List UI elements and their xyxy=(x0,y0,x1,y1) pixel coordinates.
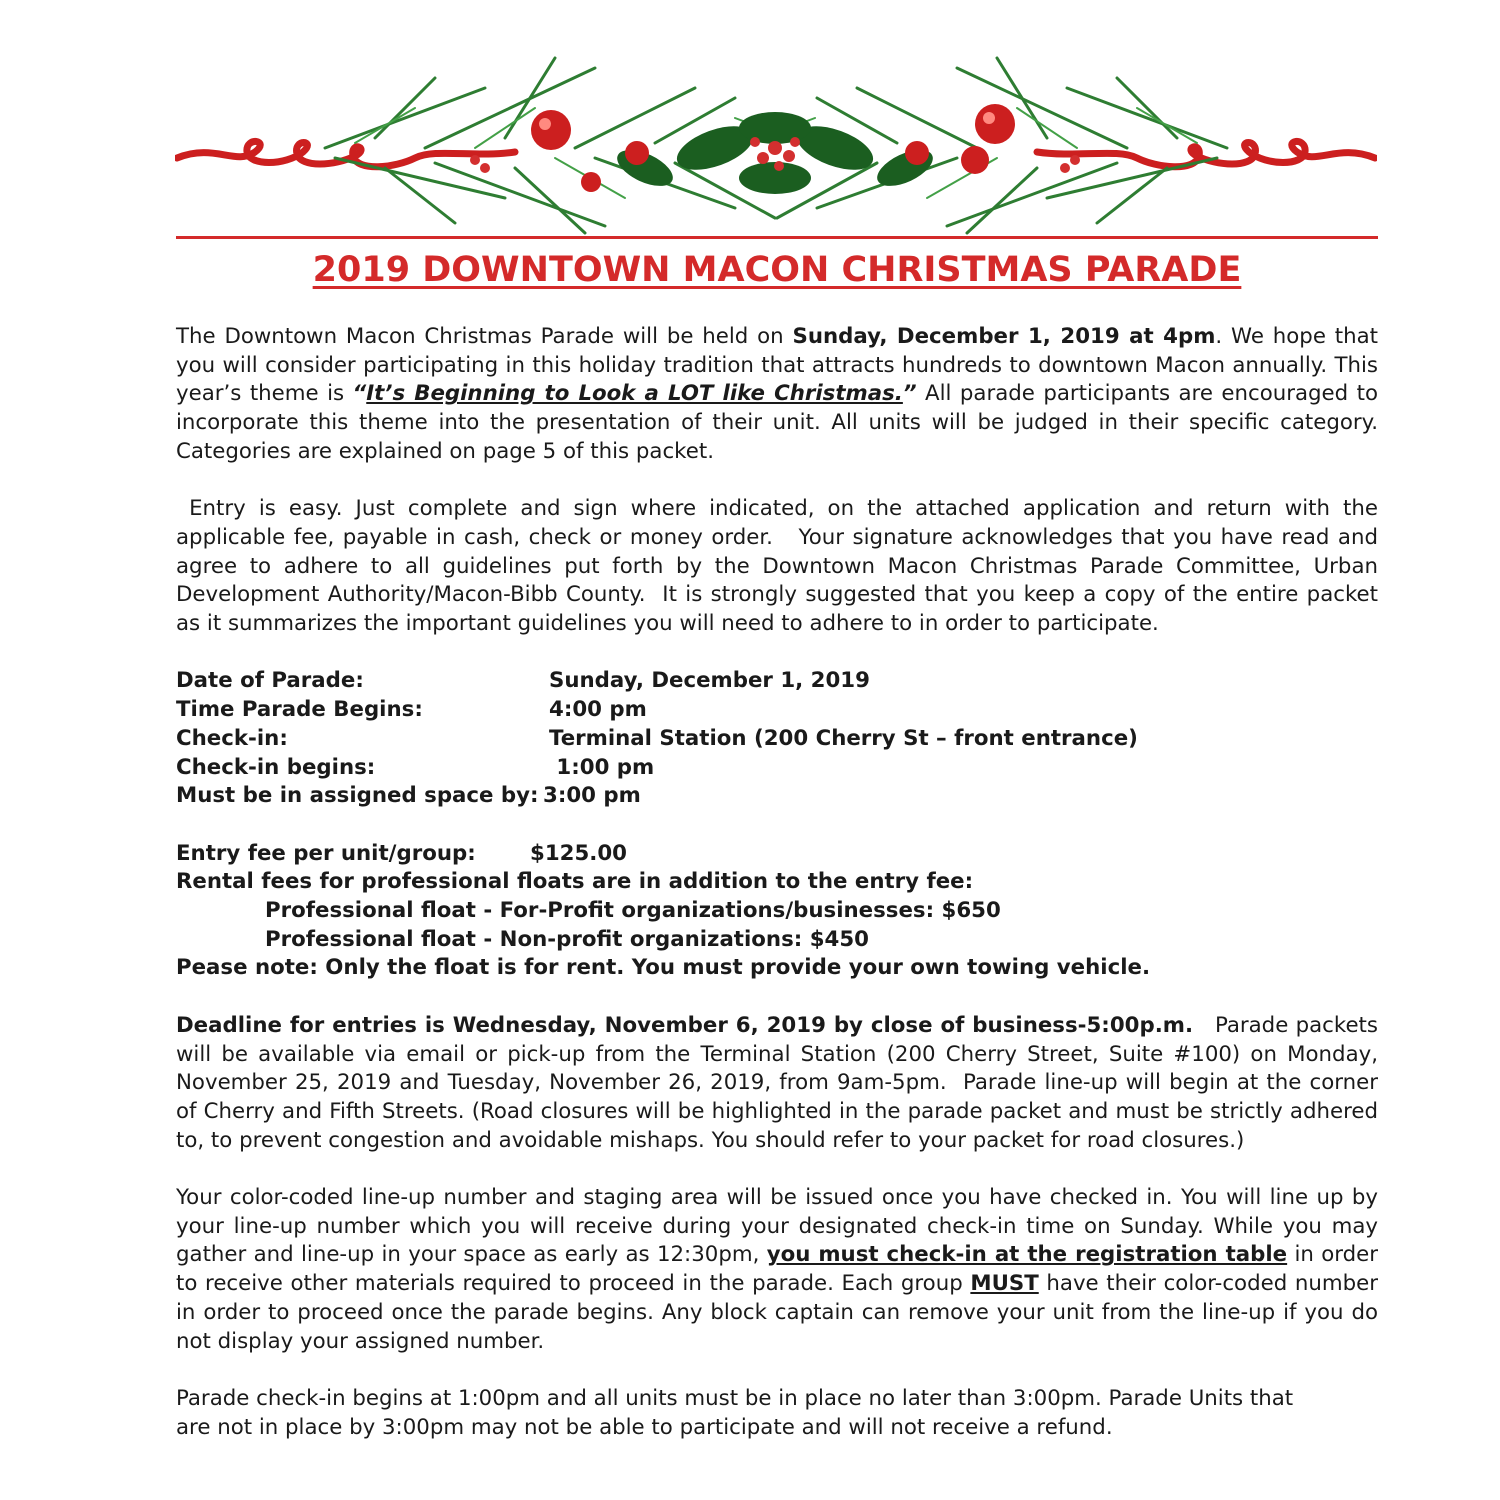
page-title: 2019 DOWNTOWN MACON CHRISTMAS PARADE xyxy=(312,250,1242,290)
deadline-paragraph xyxy=(176,1012,1385,1156)
christmas-garland-image xyxy=(175,48,1377,238)
for-profit-float-fee: Professional float - For-Profit organizations/businesses: $650 xyxy=(265,898,1001,924)
detail-label: Must be in assigned space by: xyxy=(176,783,539,809)
detail-value: 1:00 pm xyxy=(549,754,655,780)
fees-section xyxy=(176,840,1378,984)
detail-value: 4:00 pm xyxy=(549,697,647,723)
theme-open-quote: “ xyxy=(352,381,367,407)
detail-row-checkin-begins xyxy=(176,754,1378,783)
entry-paragraph: Entry is easy. Just complete and sign where indicated, on the attached application and return with the applicable fee, payable in cash, check or money order. Your signature acknowledges that you have read and agree to adhere to all guidelines put forth by the Downtown Macon Christmas Parade Committee, Urban Development Authority/Macon-Bibb County. It is strongly suggested that you keep a copy of the entire packet as it summarizes the important guidelines you will need to adhere to in order to participate. xyxy=(176,496,1385,637)
parade-details xyxy=(176,667,1378,811)
intro-paragraph xyxy=(176,323,1378,467)
lineup-paragraph xyxy=(176,1184,1378,1356)
detail-value: Terminal Station (200 Cherry St – front entrance) xyxy=(549,725,1138,751)
detail-value: 3:00 pm xyxy=(543,783,641,809)
detail-row-assigned-space xyxy=(176,782,1378,811)
parade-theme: It’s Beginning to Look a LOT like Christmas. xyxy=(366,381,903,407)
detail-label: Check-in begins: xyxy=(176,754,376,780)
float-rental-note: Pease note: Only the float is for rent. You must provide your own towing vehicle. xyxy=(176,955,1151,981)
entry-fee-value: $125.00 xyxy=(530,840,628,866)
lineup-text-3: have their color-coded number in order to proceed once the parade begins. Any block captain can remove your unit from the line-up if you do not display your assigned number. xyxy=(176,1271,1378,1354)
non-profit-float-fee: Professional float - Non-profit organizations: $450 xyxy=(265,926,869,952)
checkin-requirement-emphasis: you must check-in at the registration table xyxy=(766,1242,1288,1268)
deadline-text: Parade packets will be available via email or pick-up from the Terminal Station (200 Cherry Street, Suite #100) on Monday, November 25, 2019 and Tuesday, November 26, 2019, from 9am-5pm. Parade line-up will begin at the corner of Cherry and Fifth Streets. (Road closures will be highlighted in the parade packet and must be strictly adhered to, to prevent congestion and avoidable mishaps. You should refer to your packet for road closures.) xyxy=(176,1012,1385,1153)
detail-row-date xyxy=(176,667,1378,696)
header-rule xyxy=(176,236,1378,239)
rental-fees-intro: Rental fees for professional floats are in addition to the entry fee: xyxy=(176,869,974,895)
document-body xyxy=(176,323,1385,1442)
intro-text: The Downtown Macon Christmas Parade will be held on xyxy=(176,324,793,349)
checkin-paragraph-line-1: Parade check-in begins at 1:00pm and all units must be in place no later than 3:00pm. Parade Units that xyxy=(176,1385,1294,1411)
parade-date-emphasis: Sunday, December 1, 2019 at 4pm xyxy=(792,324,1216,349)
entry-fee-row xyxy=(176,840,1378,869)
intro-text-2: . We hope that you will consider participating in this holiday tradition that attracts hundreds to downtown Macon annually. This year’s theme is xyxy=(176,324,1379,407)
must-emphasis: MUST xyxy=(970,1271,1039,1297)
theme-close-quote: ” xyxy=(902,381,917,407)
lineup-text: Your color-coded line-up number and staging area will be issued once you have checked in. You will line up by your line-up number which you will receive during your designated check-in time on Sunday. While you may gather and line-up in your space as early as 12:30pm, xyxy=(176,1185,1378,1268)
detail-label: Check-in: xyxy=(176,725,288,751)
detail-row-time xyxy=(176,696,1378,725)
detail-value: Sunday, December 1, 2019 xyxy=(549,668,870,694)
lineup-text-2: in order to receive other materials required to proceed in the parade. Each group xyxy=(176,1242,1378,1297)
detail-label: Time Parade Begins: xyxy=(176,697,423,723)
intro-text-3: All parade participants are encouraged to incorporate this theme into the presentation of their unit. All units will be judged in their specific category. Categories are explained on page 5 of this packet. xyxy=(176,381,1379,464)
entry-fee-label: Entry fee per unit/group: xyxy=(176,840,476,866)
detail-label: Date of Parade: xyxy=(176,668,364,694)
detail-row-checkin xyxy=(176,725,1378,754)
checkin-paragraph-line-2: are not in place by 3:00pm may not be able to participate and will not receive a refund. xyxy=(176,1414,1113,1440)
deadline-emphasis: Deadline for entries is Wednesday, November 6, 2019 by close of business-5:00p.m. xyxy=(176,1012,1194,1038)
